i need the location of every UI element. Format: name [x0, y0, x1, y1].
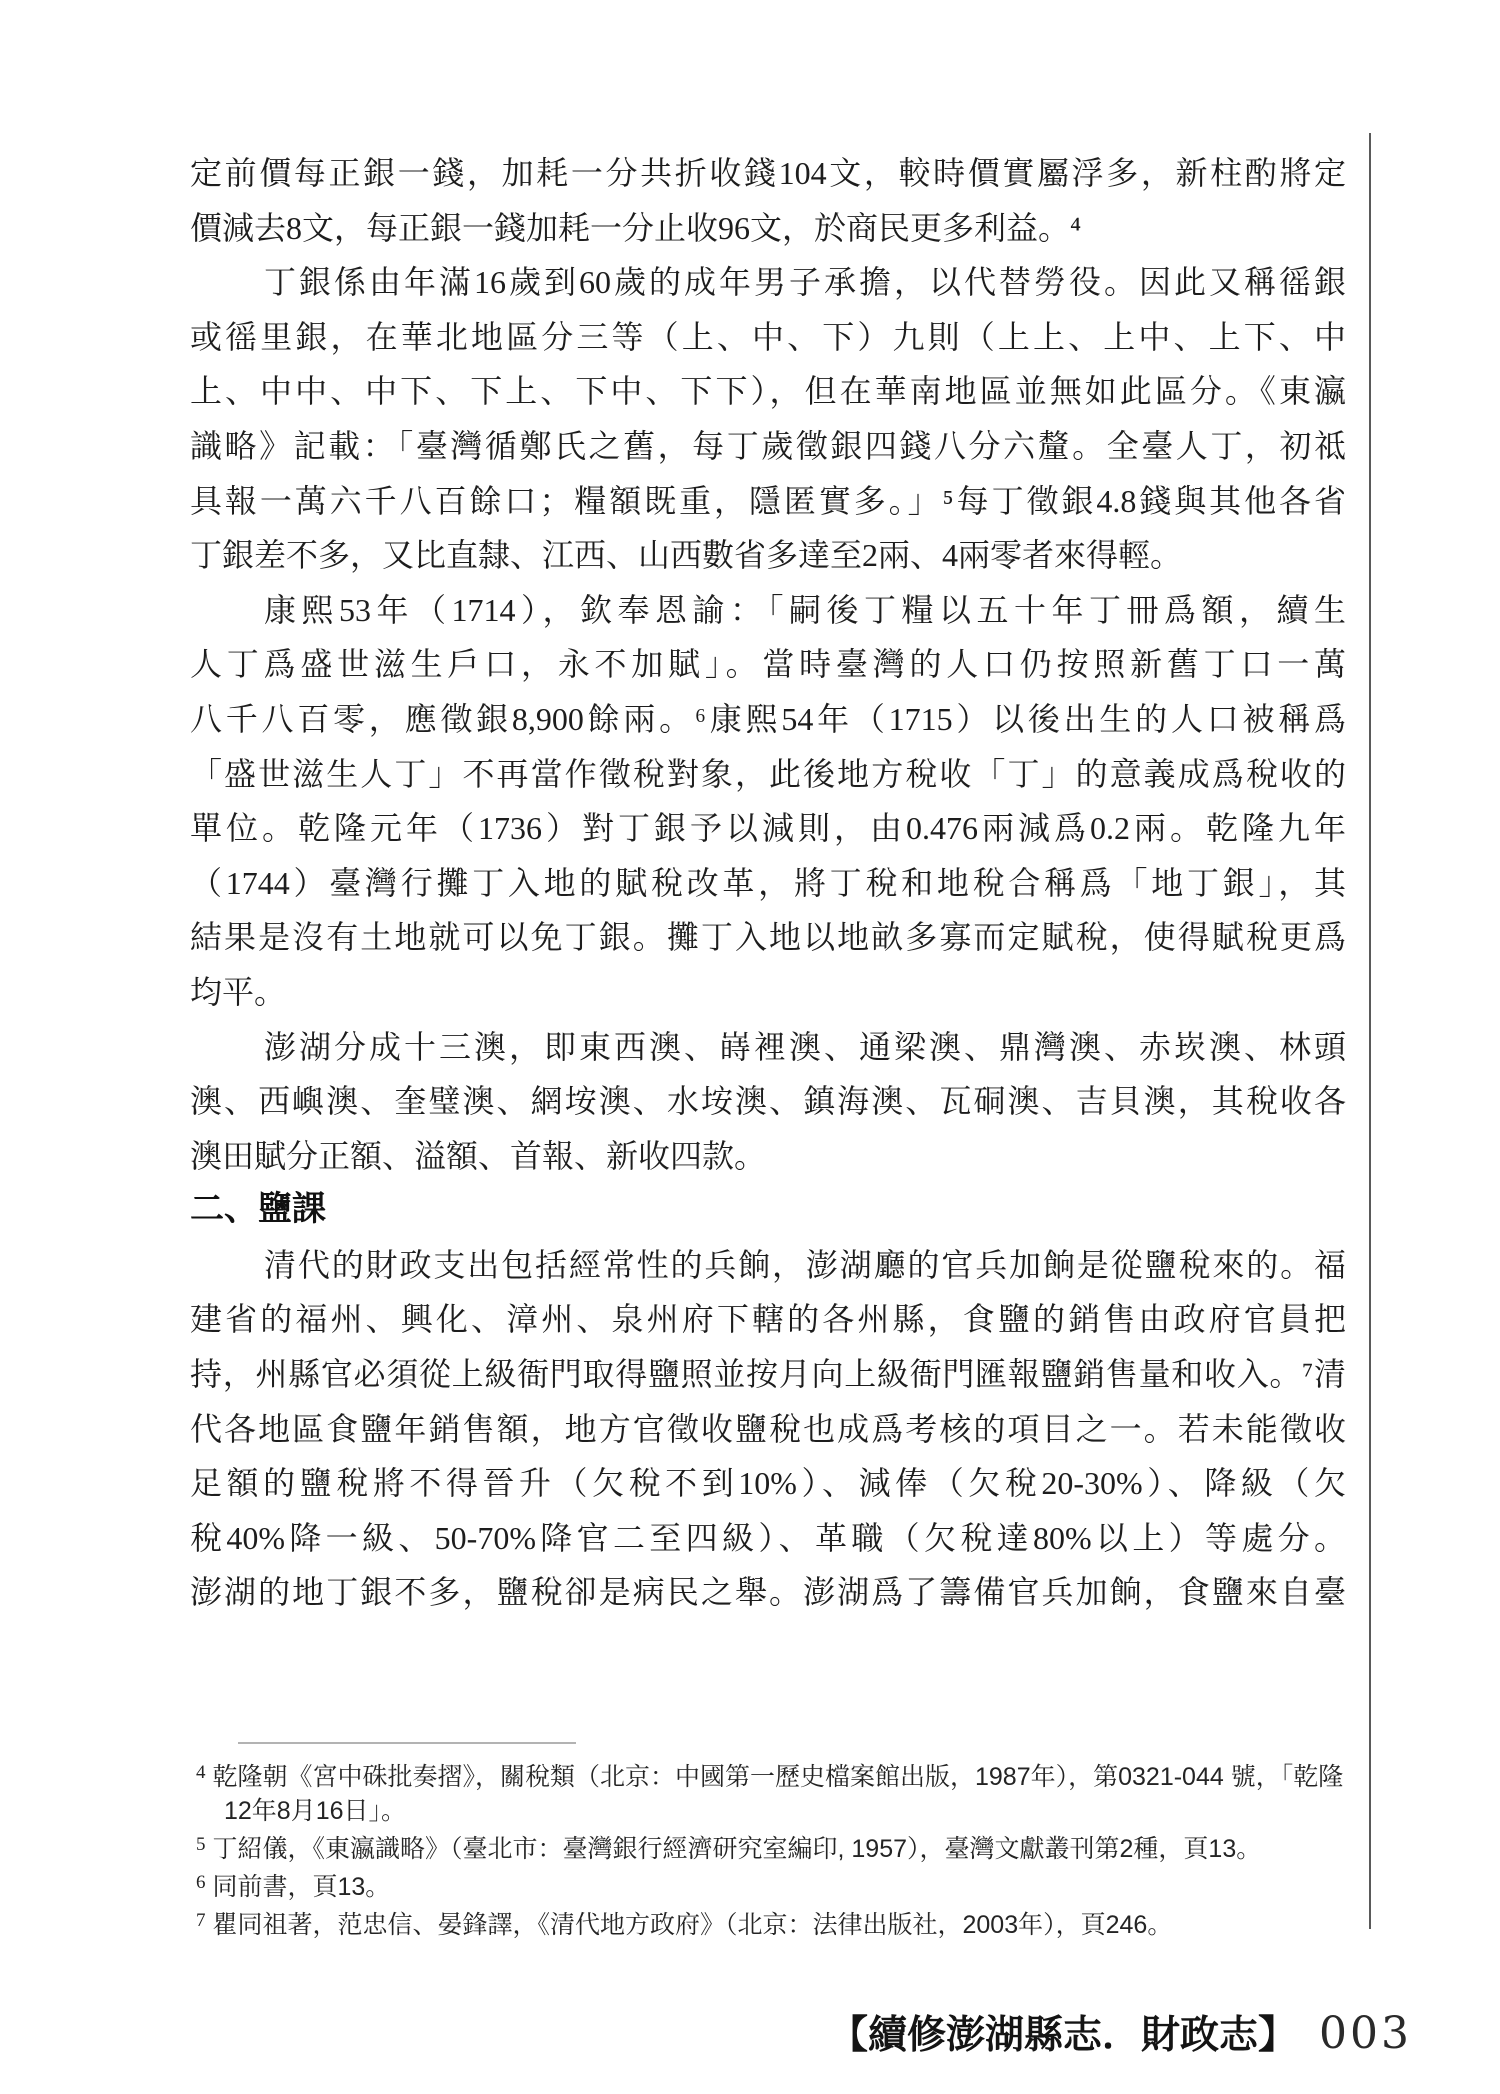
- page-footer: [829, 2004, 1412, 2060]
- body-text-column: [190, 146, 1346, 1620]
- footnote-number: 5: [196, 1834, 206, 1855]
- footnotes-section: [196, 1742, 1354, 1942]
- text-line: 結果是沒有土地就可以免丁銀。攤丁入地以地畝多寡而定賦稅，使得賦稅更爲: [190, 919, 1346, 956]
- text-line: 均平。: [190, 973, 287, 1010]
- footnote-list: [196, 1756, 1354, 1942]
- text-line: 具報一萬六千八百餘口；糧額既重，隱匿實多。」⁵每丁徵銀4.8錢與其他各省: [190, 482, 1346, 519]
- text-line: 價減去8文，每正銀一錢加耗一分止收96文，於商民更多利益。⁴: [190, 209, 1082, 246]
- footnote-item: [196, 1828, 1354, 1866]
- footnote-text: 同前書，頁13。: [212, 1873, 391, 1901]
- footnote-separator: [238, 1742, 576, 1744]
- text-line: 上、中中、中下、下上、下中、下下），但在華南地區並無如此區分。《東瀛: [190, 373, 1346, 410]
- text-line: 八千八百零，應徵銀8,900餘兩。⁶康熙54年（1715）以後出生的人口被稱爲: [190, 700, 1346, 737]
- text-line: 或徭里銀，在華北地區分三等（上、中、下）九則（上上、上中、上下、中: [190, 318, 1346, 355]
- text-line: 清代的財政支出包括經常性的兵餉，澎湖廳的官兵加餉是從鹽稅來的。福: [264, 1246, 1346, 1283]
- footnote-item: [196, 1904, 1354, 1942]
- text-line: 「盛世滋生人丁」不再當作徵稅對象，此後地方稅收「丁」的意義成爲稅收的: [190, 755, 1346, 792]
- text-line: 代各地區食鹽年銷售額，地方官徵收鹽稅也成爲考核的項目之一。若未能徵收: [190, 1410, 1346, 1447]
- text-line: 持，州縣官必須從上級衙門取得鹽照並按月向上級衙門匯報鹽銷售量和收入。⁷清: [190, 1356, 1346, 1393]
- footnote-number: 4: [196, 1762, 206, 1783]
- text-line: 澎湖的地丁銀不多，鹽稅卻是病民之舉。澎湖爲了籌備官兵加餉，食鹽來自臺: [190, 1574, 1346, 1611]
- text-line: 丁銀差不多，又比直隸、江西、山西數省多達至2兩、4兩零者來得輕。: [190, 537, 1183, 574]
- footnote-text: 瞿同祖著，范忠信、晏鋒譯，《清代地方政府》（北京：法律出版社，2003年），頁246。: [212, 1911, 1173, 1939]
- text-line: 丁銀係由年滿16歲到60歲的成年男子承擔，以代替勞役。因此又稱徭銀: [264, 264, 1346, 301]
- footnote-item: [196, 1866, 1354, 1904]
- text-line: 定前價每正銀一錢，加耗一分共折收錢104文，較時價實屬浮多，新柱酌將定: [190, 155, 1346, 191]
- text-line: 單位。乾隆元年（1736）對丁銀予以減則，由0.476兩減爲0.2兩。乾隆九年: [190, 810, 1346, 847]
- footnote-item: [196, 1756, 1354, 1828]
- text-line: 識略》記載：「臺灣循鄭氏之舊，每丁歲徵銀四錢八分六釐。全臺人丁，初祗: [190, 427, 1346, 464]
- footnote-number: 7: [196, 1910, 206, 1931]
- section-heading: 二、鹽課: [190, 1191, 326, 1229]
- text-line: 澎湖分成十三澳，即東西澳、嵵裡澳、通梁澳、鼎灣澳、赤崁澳、林頭: [264, 1028, 1346, 1065]
- book-volume-title: 【續修澎湖縣志．財政志】: [829, 2014, 1298, 2057]
- footnote-text: 乾隆朝《宮中硃批奏摺》，關稅類（北京：中國第一歷史檔案館出版，1987年），第0321-044 號，「乾隆12年8月16日」。: [212, 1763, 1344, 1825]
- text-line: 澳田賦分正額、溢額、首報、新收四款。: [190, 1137, 767, 1174]
- text-line: 澳、西嶼澳、奎璧澳、網垵澳、水垵澳、鎮海澳、瓦硐澳、吉貝澳，其稅收各: [190, 1083, 1346, 1120]
- text-line: 人丁爲盛世滋生戶口，永不加賦」。當時臺灣的人口仍按照新舊丁口一萬: [190, 646, 1346, 683]
- text-line: （1744）臺灣行攤丁入地的賦稅改革，將丁稅和地稅合稱爲「地丁銀」，其: [190, 864, 1346, 901]
- footnote-text: 丁紹儀，《東瀛識略》（臺北市：臺灣銀行經濟研究室編印, 1957），臺灣文獻叢刊第2種，頁13。: [212, 1835, 1262, 1863]
- text-line: 足額的鹽稅將不得晉升（欠稅不到10%）、減俸（欠稅20-30%）、降級（欠: [190, 1465, 1346, 1502]
- page-right-border-rule: [1369, 133, 1371, 1929]
- text-line: 稅40%降一級、50-70%降官二至四級）、革職（欠稅達80%以上）等處分。: [190, 1519, 1346, 1556]
- footnote-number: 6: [196, 1872, 206, 1893]
- text-line: 康熙53年（1714），欽奉恩諭：「嗣後丁糧以五十年丁冊爲額，續生: [264, 591, 1346, 628]
- page-number: 003: [1319, 2008, 1412, 2059]
- text-line: 建省的福州、興化、漳州、泉州府下轄的各州縣，食鹽的銷售由政府官員把: [190, 1301, 1346, 1338]
